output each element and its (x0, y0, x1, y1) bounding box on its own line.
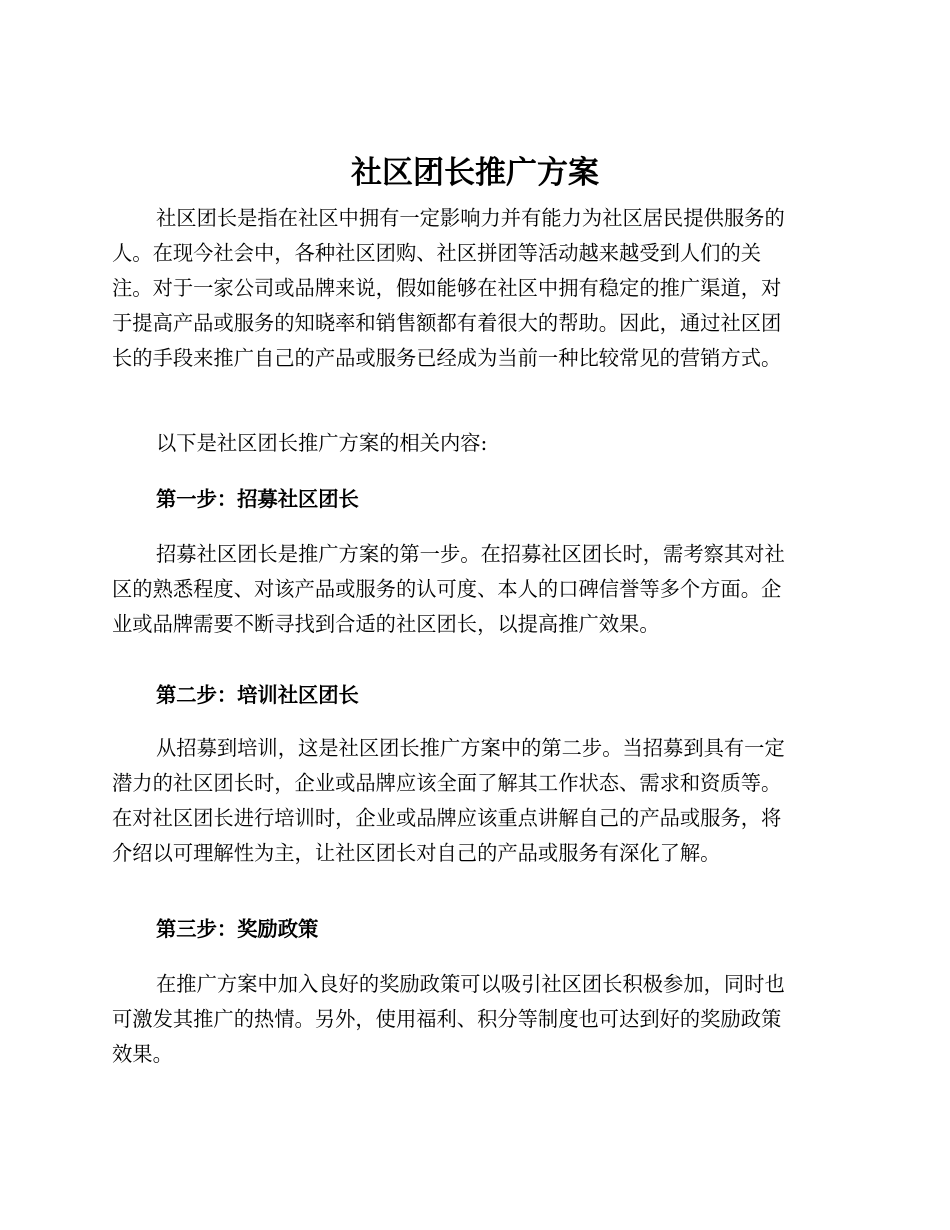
document-title: 社区团长推广方案 (351, 155, 599, 191)
paragraph-line: 效果。 (112, 1042, 173, 1066)
step3-paragraph (112, 967, 834, 1072)
paragraph-line: 长的手段来推广自己的产品或服务已经成为当前一种比较常见的营销方式。 (112, 346, 782, 370)
paragraph-line: 潜力的社区团长时，企业或品牌应该全面了解其工作状态、需求和资质等。 (112, 771, 782, 795)
paragraph-line: 业或品牌需要不断寻找到合适的社区团长，以提高推广效果。 (112, 612, 660, 636)
intro-paragraph (112, 201, 834, 376)
paragraph-line: 招募社区团长是推广方案的第一步。在招募社区团长时，需考察其对社 (156, 542, 785, 566)
paragraph-line: 区的熟悉程度、对该产品或服务的认可度、本人的口碑信誉等多个方面。企 (112, 577, 782, 601)
paragraph-line: 于提高产品或服务的知晓率和销售额都有着很大的帮助。因此，通过社区团 (112, 311, 782, 335)
paragraph-line: 可激发其推广的热情。另外，使用福利、积分等制度也可达到好的奖励政策 (112, 1007, 782, 1031)
step3-heading: 第三步：奖励政策 (156, 917, 319, 941)
paragraph-line: 人。在现今社会中，各种社区团购、社区拼团等活动越来越受到人们的关 (112, 241, 762, 265)
paragraph-line: 社区团长是指在社区中拥有一定影响力并有能力为社区居民提供服务的 (156, 206, 785, 230)
paragraph-line: 注。对于一家公司或品牌来说，假如能够在社区中拥有稳定的推广渠道，对 (112, 276, 782, 300)
step2-paragraph (112, 731, 834, 871)
paragraph-line: 从招募到培训，这是社区团长推广方案中的第二步。当招募到具有一定 (156, 736, 785, 760)
paragraph-line: 在对社区团长进行培训时，企业或品牌应该重点讲解自己的产品或服务，将 (112, 806, 782, 830)
paragraph-line: 以下是社区团长推广方案的相关内容: (156, 431, 488, 455)
paragraph-line: 介绍以可理解性为主，让社区团长对自己的产品或服务有深化了解。 (112, 841, 721, 865)
step1-paragraph (112, 537, 834, 642)
lead-paragraph (112, 426, 834, 461)
paragraph-line: 在推广方案中加入良好的奖励政策可以吸引社区团长积极参加，同时也 (156, 972, 785, 996)
step2-heading: 第二步：培训社区团长 (156, 683, 359, 707)
step1-heading: 第一步：招募社区团长 (156, 487, 359, 511)
